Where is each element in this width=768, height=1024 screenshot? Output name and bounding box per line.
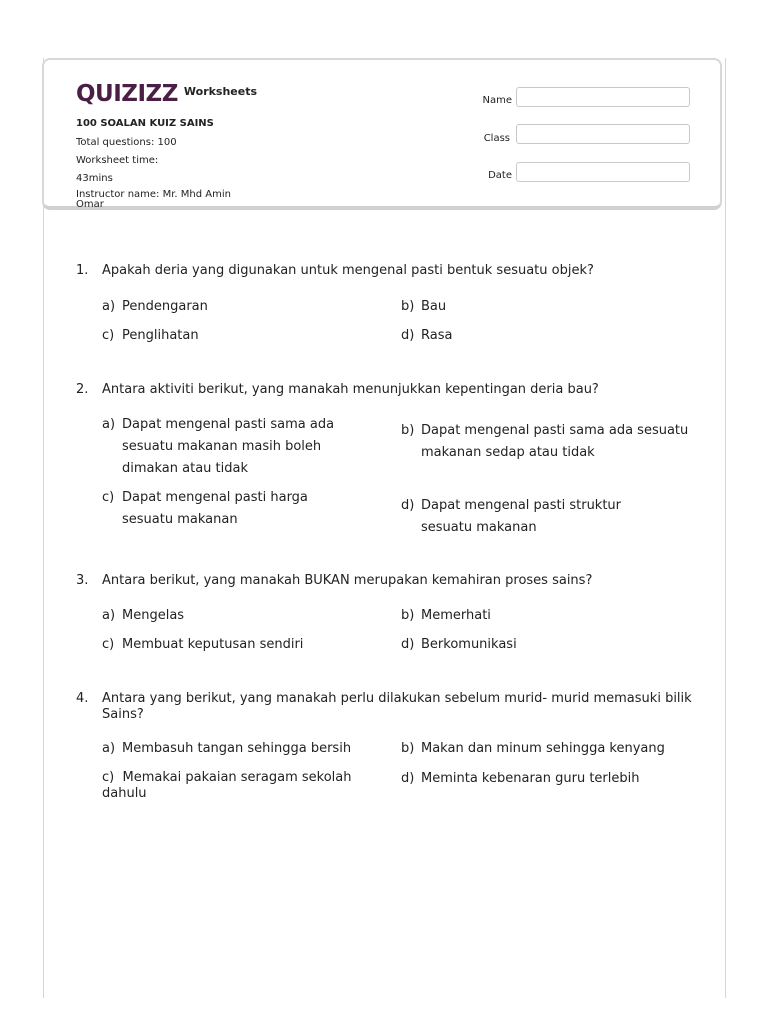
option-letter: d)	[401, 328, 415, 343]
option-letter: b)	[401, 299, 415, 314]
logo-text: QUIZIZZ	[76, 81, 178, 107]
option-b[interactable]	[401, 296, 691, 318]
option-d[interactable]	[401, 768, 701, 790]
option-c[interactable]	[102, 487, 360, 531]
option-letter: d)	[401, 498, 415, 513]
question-text: Apakah deria yang digunakan untuk mengenal pasti bentuk sesuatu objek?	[102, 263, 594, 278]
question-number: 3.	[76, 573, 89, 588]
option-b[interactable]	[401, 605, 691, 627]
question-4	[76, 691, 696, 725]
option-letter: c)	[102, 328, 115, 343]
instructor-line-1: Instructor name: Mr. Mhd Amin	[76, 189, 231, 200]
logo-subtitle: Worksheets	[183, 85, 258, 98]
total-questions: Total questions: 100	[76, 137, 177, 148]
option-letter: b)	[401, 423, 415, 438]
option-a[interactable]	[102, 605, 382, 627]
option-text: Meminta kebenaran guru terlebih	[421, 771, 640, 786]
question-number: 4.	[76, 691, 89, 706]
option-text: Memakai pakaian seragam sekolah dahulu	[102, 770, 352, 801]
option-c[interactable]	[102, 325, 382, 347]
quizizz-logo	[76, 80, 257, 108]
option-a[interactable]	[102, 296, 382, 318]
question-number: 2.	[76, 382, 89, 397]
option-text: Memerhati	[421, 608, 491, 623]
option-c[interactable]	[102, 634, 382, 656]
class-field[interactable]	[516, 124, 690, 144]
option-letter: a)	[102, 741, 116, 756]
date-field[interactable]	[516, 162, 690, 182]
option-text: Dapat mengenal pasti sama ada sesuatu makanan masih boleh dimakan atau tidak	[122, 417, 335, 476]
option-text: Membasuh tangan sehingga bersih	[122, 741, 352, 756]
name-field[interactable]	[516, 87, 690, 107]
option-letter: b)	[401, 608, 415, 623]
option-a[interactable]	[102, 738, 392, 760]
option-c-body	[102, 770, 382, 802]
option-b[interactable]	[401, 420, 691, 464]
instructor-name	[76, 190, 276, 210]
question-text: Antara berikut, yang manakah BUKAN merupakan kemahiran proses sains?	[102, 573, 593, 588]
option-letter: c)	[102, 770, 115, 785]
instructor-line-2: Omar	[76, 199, 104, 210]
option-b[interactable]	[401, 738, 701, 760]
option-letter: d)	[401, 771, 415, 786]
option-text: Membuat keputusan sendiri	[122, 637, 304, 652]
option-letter: b)	[401, 741, 415, 756]
question-text: Antara yang berikut, yang manakah perlu dilakukan sebelum murid- murid memasuki bilik Sains?	[102, 691, 692, 722]
option-text: Penglihatan	[122, 328, 199, 343]
option-text: Mengelas	[122, 608, 185, 623]
question-number: 1.	[76, 263, 89, 278]
option-d[interactable]	[401, 325, 691, 347]
option-letter: a)	[102, 417, 116, 432]
option-text: Pendengaran	[122, 299, 208, 314]
class-label: Class	[483, 133, 510, 144]
option-text: Dapat mengenal pasti harga sesuatu makanan	[122, 490, 308, 527]
option-text: Berkomunikasi	[421, 637, 517, 652]
worksheet-header	[42, 58, 722, 210]
option-letter: a)	[102, 299, 116, 314]
worksheet-meta	[76, 117, 276, 210]
question-text: Antara aktiviti berikut, yang manakah menunjukkan kepentingan deria bau?	[102, 382, 599, 397]
option-d[interactable]	[401, 634, 691, 656]
option-text: Makan dan minum sehingga kenyang	[421, 741, 665, 756]
option-letter: c)	[102, 637, 115, 652]
option-text: Dapat mengenal pasti sama ada sesuatu makanan sedap atau tidak	[421, 423, 689, 460]
date-label: Date	[488, 170, 512, 181]
option-letter: d)	[401, 637, 415, 652]
option-text: Dapat mengenal pasti struktur sesuatu makanan	[421, 498, 622, 535]
option-text: Bau	[421, 299, 447, 314]
option-text: Rasa	[421, 328, 453, 343]
worksheet-time-value: 43mins	[76, 173, 113, 184]
option-c[interactable]	[102, 770, 382, 802]
worksheet-title: 100 SOALAN KUIZ SAINS	[76, 118, 214, 129]
name-label: Name	[482, 95, 512, 106]
option-d[interactable]	[401, 495, 651, 539]
option-a[interactable]	[102, 414, 360, 480]
option-letter: c)	[102, 490, 115, 505]
worksheet-time-label: Worksheet time:	[76, 155, 159, 166]
option-letter: a)	[102, 608, 116, 623]
